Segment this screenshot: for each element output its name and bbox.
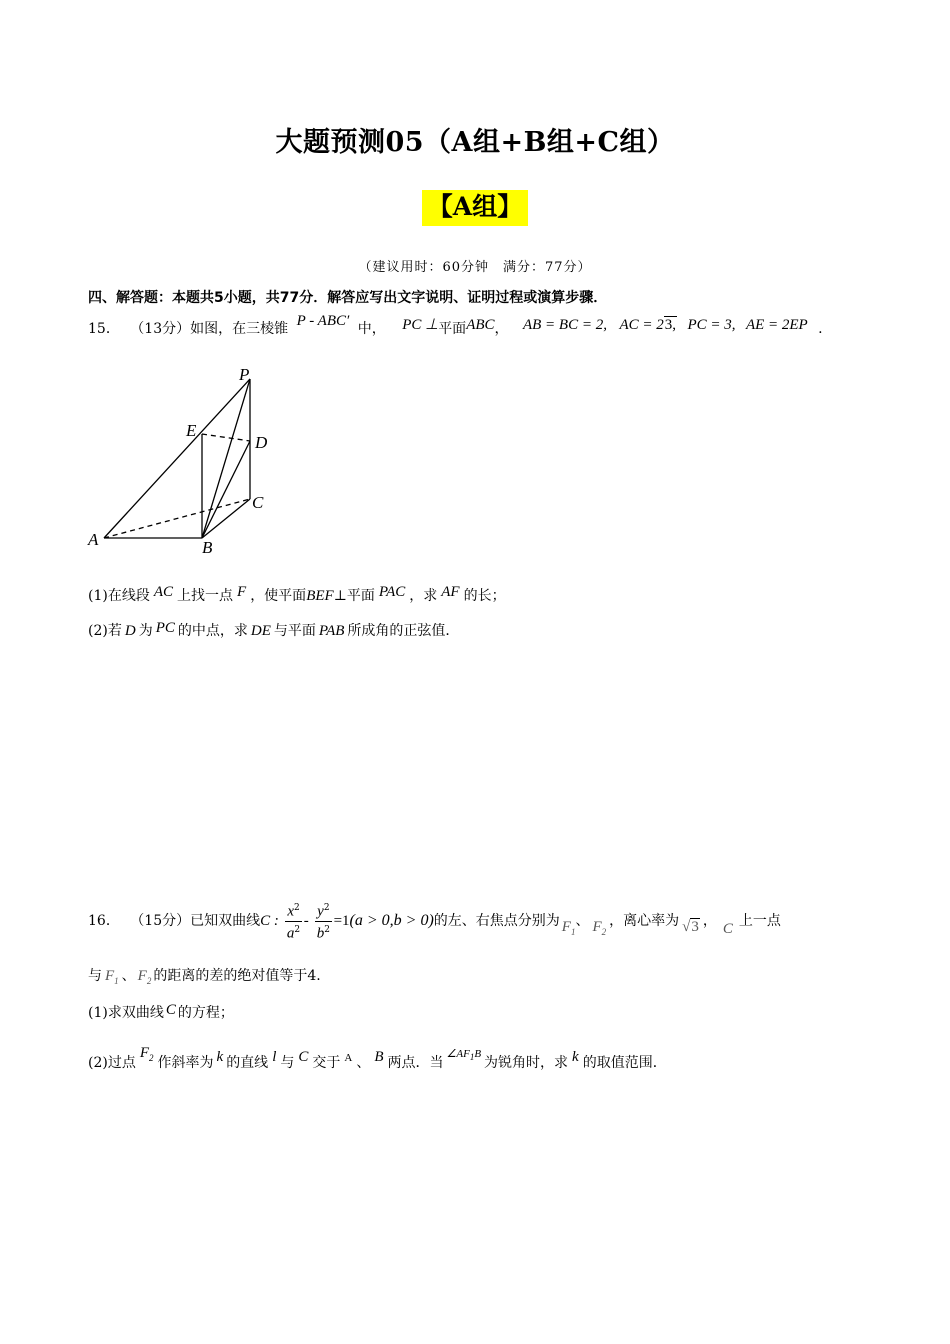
q15-part1-t2: ，使平面 (250, 588, 307, 604)
q16-part1-text: (1)求双曲线 (88, 1005, 164, 1021)
q16-comma: ， (702, 913, 717, 930)
q15-plane: 平面 (438, 321, 467, 337)
q16-stem (88, 900, 781, 942)
q15-period: . (818, 321, 823, 337)
group-badge: 【A组】 (422, 190, 528, 226)
q16-y-exp: 2 (323, 903, 330, 913)
label-P: P (239, 365, 250, 384)
q16-score: （15分） (130, 913, 191, 930)
q15-cond3a: AC = 2 (619, 317, 664, 333)
q15-part2-prefix: (2)若 (88, 623, 122, 639)
q15-part2-t1: 为 (138, 623, 153, 639)
q16-t3: 上一点 (738, 913, 781, 930)
q16-part2-k2: k (572, 1049, 579, 1065)
q16-part2-l: l (272, 1049, 277, 1065)
q15-part2-t3: 与平面 (273, 623, 316, 639)
q15-cond1: PC ⊥ (402, 317, 439, 333)
q16-part2-k: k (216, 1049, 224, 1065)
q16-number: 16． (88, 913, 120, 930)
q15-part2-pc: PC (155, 620, 175, 636)
q16-line2-f1: $F_1$ (105, 968, 119, 986)
q15-part1-prefix: (1)在线段 (88, 588, 150, 604)
q15-mid: 中， (357, 321, 386, 337)
q15-part1-pac: PAC (378, 584, 406, 600)
edge-BD (202, 441, 250, 538)
q15-pyramid: P - ABC′ (296, 313, 350, 329)
q15-part2 (88, 620, 459, 640)
q16-part2-prefix: (2)过点 (88, 1055, 136, 1071)
q16-part2-t3: 与 (280, 1055, 295, 1071)
edge-BP (202, 379, 250, 538)
q16-x: x (287, 903, 294, 920)
q16-frac-y (315, 900, 331, 942)
q15-cond4: PC = 3, (687, 317, 736, 333)
q15-abc: ABC (466, 317, 495, 333)
q15-part1-t1: 上找一点 (177, 588, 234, 604)
q16-cond: (a > 0,b > 0) (349, 912, 434, 930)
q15-part2-pab: PAB (318, 623, 345, 639)
q16-part2-c: C (298, 1049, 309, 1065)
q15-cond3b: 3, (664, 317, 676, 333)
q16-a: a (286, 925, 295, 942)
q16-part2-t7: 为锐角时，求 (484, 1055, 569, 1071)
q15-cond2: AB = BC = 2, (522, 317, 607, 333)
q15-number: 15． (88, 321, 120, 337)
q15-part1-t3: ，求 (409, 588, 438, 604)
q15-part1-af: AF (441, 584, 460, 600)
q16-part2-t1: 作斜率为 (157, 1055, 214, 1071)
q16-frac-x (285, 900, 301, 942)
q15-part1 (88, 585, 506, 605)
q16-stem-text: 已知双曲线 (190, 913, 261, 930)
q15-part2-t4: 所成角的正弦值． (347, 623, 460, 639)
label-E: E (186, 421, 197, 440)
q16-part2 (88, 1045, 667, 1073)
q16-x-exp: 2 (293, 903, 300, 913)
edge-AP (104, 379, 250, 538)
q16-y: y (317, 903, 324, 920)
q16-b: b (316, 925, 325, 942)
q15-stem-text: 如图，在三棱锥 (190, 321, 289, 337)
pyramid-figure (84, 365, 284, 560)
q15-part2-d: D (124, 623, 136, 639)
q16-part2-B: B (374, 1049, 384, 1065)
q16-part1 (88, 1002, 234, 1022)
q16-part2-t6: 两点．当 (387, 1055, 444, 1071)
q16-part2-t8: 的取值范围． (582, 1055, 667, 1071)
label-B: B (202, 538, 213, 557)
q15-part1-t4: 的长； (463, 588, 506, 604)
label-A: A (88, 530, 99, 549)
q16-part2-t2: 的直线 (226, 1055, 269, 1071)
q16-part1-c: C (165, 1002, 176, 1018)
time-note: （建议用时：60分钟 满分：77分） (358, 260, 592, 275)
q15-score: （13分） (130, 321, 191, 337)
page-title: 大题预测05（A组+B组+C组） (275, 127, 675, 158)
q15-part1-perp: ⊥平面 (333, 588, 375, 604)
q16-part1-t1: 的方程； (177, 1005, 234, 1021)
q16-c: C (722, 921, 733, 938)
q16-line2 (88, 965, 321, 986)
label-D: D (255, 433, 268, 452)
q16-b-exp: 2 (324, 924, 330, 935)
q15-part1-bef: BEF (306, 588, 334, 604)
edge-AC-dashed (104, 499, 250, 538)
q15-part2-t2: 的中点，求 (177, 623, 248, 639)
q16-f2: $F_2$ (592, 919, 607, 938)
q16-line2-t2: 的距离的差的绝对值等于4. (153, 968, 321, 984)
q16-dun: 、 (575, 913, 590, 930)
section-heading: 四、解答题：本题共5小题，共77分．解答应写出文字说明、证明过程或演算步骤． (88, 290, 608, 306)
q16-part2-t4: 交于 (312, 1055, 341, 1071)
q15-part1-ac: AC (153, 584, 174, 600)
q15-stem (88, 313, 823, 338)
q16-line2-t1: 、 (121, 968, 136, 984)
q16-line2-prefix: 与 (88, 968, 102, 984)
q16-t2: ，离心率为 (609, 913, 680, 930)
q16-f1: $F_1$ (561, 919, 576, 938)
q16-eq: =1 (333, 913, 350, 930)
q15-cond5: AE = 2EP (745, 317, 808, 333)
q16-part2-t5: 、 (356, 1055, 371, 1071)
q15-part1-f: F (237, 584, 247, 600)
q16-minus: - (303, 913, 309, 930)
q16-sqrt3: √3 (682, 919, 699, 936)
q16-a-exp: 2 (294, 924, 301, 935)
q16-part2-angle: ∠AF1B (446, 1048, 482, 1063)
q16-part2-f2: $F_2$ (139, 1045, 154, 1063)
label-C: C (252, 493, 264, 512)
q16-t1: 的左、右焦点分别为 (433, 913, 560, 930)
edge-ED-dashed (202, 434, 250, 441)
q16-line2-f2: $F_2$ (137, 968, 152, 986)
q15-comma: ， (494, 321, 509, 337)
q15-part2-de: DE (250, 623, 271, 639)
q16-part2-A: A (344, 1052, 353, 1064)
q16-curve: C : (260, 913, 279, 930)
group-heading (0, 190, 950, 226)
